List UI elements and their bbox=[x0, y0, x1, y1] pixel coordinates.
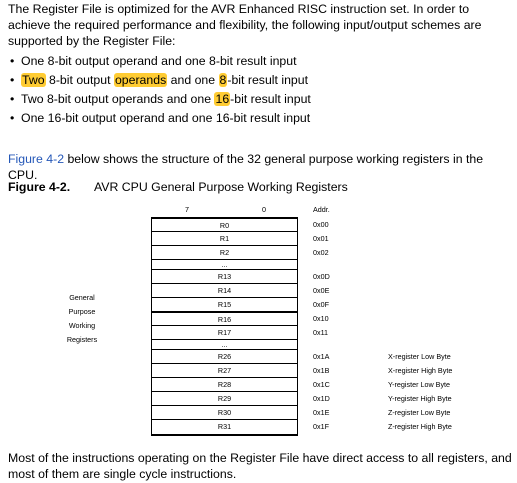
register-cell: R28 bbox=[151, 377, 298, 392]
highlighted-text: 8 bbox=[219, 73, 227, 87]
register-address: 0x1E bbox=[313, 407, 330, 417]
figure-title: AVR CPU General Purpose Working Registers bbox=[94, 180, 348, 194]
bullet-text: One 16-bit output operand and one 16-bit result input bbox=[21, 111, 311, 125]
figure-reference-text: below shows the structure of the 32 general purpose working registers in the CPU. bbox=[8, 152, 484, 182]
list-item bbox=[8, 90, 311, 109]
register-address: 0x1B bbox=[313, 365, 330, 375]
register-description: X-register High Byte bbox=[388, 365, 453, 375]
register-address: 0x02 bbox=[313, 247, 329, 257]
figure-number: Figure 4-2. bbox=[8, 180, 71, 194]
highlighted-text: Two bbox=[22, 73, 45, 87]
register-cell: R30 bbox=[151, 405, 298, 420]
register-cell: R29 bbox=[151, 391, 298, 406]
side-label-line: General bbox=[69, 293, 95, 302]
bullet-icon: • bbox=[10, 54, 15, 68]
register-address: 0x1A bbox=[313, 351, 330, 361]
register-cell: R0 bbox=[151, 217, 298, 233]
list-item bbox=[8, 109, 311, 128]
register-description: Y-register Low Byte bbox=[388, 379, 451, 389]
register-address: 0x0F bbox=[313, 299, 329, 309]
side-label-line: Working bbox=[68, 321, 96, 330]
intro-paragraph: The Register File is optimized for the AVR Enhanced RISC instruction set. In order to achieve the required performance and flexibility, the following input/output schemes are supported by the Register File: bbox=[8, 2, 482, 48]
register-cell: R17 bbox=[151, 325, 298, 340]
register-cell: R27 bbox=[151, 363, 298, 378]
list-item bbox=[8, 71, 311, 90]
bullet-text: 8-bit output bbox=[45, 73, 114, 87]
register-description: Z-register High Byte bbox=[388, 421, 452, 431]
figure-reference-paragraph bbox=[8, 151, 513, 183]
figure-caption bbox=[8, 180, 348, 194]
register-cell: R15 bbox=[151, 297, 298, 312]
bullet-icon: • bbox=[10, 92, 15, 106]
outro-paragraph: Most of the instructions operating on the Register File have direct access to all registers, and most of them are single cycle instructions. bbox=[8, 451, 512, 481]
io-scheme-list bbox=[8, 52, 311, 128]
address-header: Addr. bbox=[313, 205, 330, 214]
register-description: X-register Low Byte bbox=[388, 351, 451, 361]
highlighted-text: operands bbox=[114, 73, 167, 87]
register-cell: ... bbox=[151, 339, 298, 350]
bullet-text: One 8-bit output operand and one 8-bit result input bbox=[21, 54, 297, 68]
register-cell: R14 bbox=[151, 283, 298, 298]
register-cell: R26 bbox=[151, 349, 298, 364]
register-address: 0x0E bbox=[313, 285, 330, 295]
side-label-line: Purpose bbox=[68, 307, 96, 316]
bullet-icon: • bbox=[10, 73, 15, 87]
bullet-text: -bit result input bbox=[227, 73, 309, 87]
register-address: 0x1D bbox=[313, 393, 330, 403]
highlighted-text: 16 bbox=[215, 92, 230, 106]
bit-high-label: 7 bbox=[185, 205, 189, 214]
list-item bbox=[8, 52, 311, 71]
register-address: 0x0D bbox=[313, 271, 330, 281]
bullet-text: Two 8-bit output operands and one bbox=[21, 92, 215, 106]
register-cell: R16 bbox=[151, 311, 298, 327]
register-address: 0x11 bbox=[313, 327, 329, 337]
figure-link[interactable]: Figure 4-2 bbox=[8, 152, 65, 166]
bullet-text: -bit result input bbox=[230, 92, 311, 106]
bullet-icon: • bbox=[10, 111, 15, 125]
register-cell: R13 bbox=[151, 269, 298, 284]
register-description: Z-register Low Byte bbox=[388, 407, 451, 417]
register-description: Y-register High Byte bbox=[388, 393, 452, 403]
register-cell: ... bbox=[151, 259, 298, 270]
register-address: 0x01 bbox=[313, 233, 329, 243]
register-cell: R1 bbox=[151, 231, 298, 246]
register-cell: R31 bbox=[151, 419, 298, 436]
bullet-text: and one bbox=[167, 73, 219, 87]
register-address: 0x1C bbox=[313, 379, 330, 389]
register-address: 0x1F bbox=[313, 421, 329, 431]
register-cell: R2 bbox=[151, 245, 298, 260]
bit-low-label: 0 bbox=[262, 205, 266, 214]
register-address: 0x00 bbox=[313, 219, 329, 229]
side-label-line: Registers bbox=[66, 335, 98, 344]
register-address: 0x10 bbox=[313, 313, 329, 323]
